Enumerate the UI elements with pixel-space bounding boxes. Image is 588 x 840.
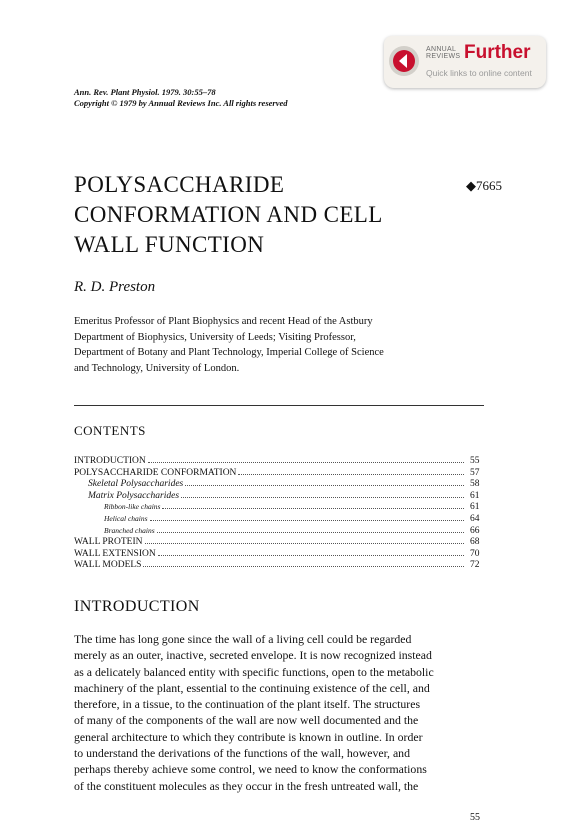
toc-entry[interactable] — [74, 468, 486, 480]
page-number: 55 — [470, 812, 480, 823]
toc-leader — [185, 484, 464, 486]
toc-page: 61 — [470, 490, 480, 501]
toc-label: Matrix Polysaccharides — [88, 490, 180, 501]
brand-line-1: ANNUAL — [426, 46, 457, 53]
toc-leader — [148, 461, 464, 463]
toc-page: 55 — [470, 456, 480, 466]
affiliation-line: Emeritus Professor of Plant Biophysics and recent Head of the Astbury — [74, 316, 373, 327]
toc-label: Branched chains — [104, 525, 155, 535]
toc-entry[interactable] — [74, 514, 486, 526]
toc-entry[interactable] — [74, 537, 486, 549]
toc-label: WALL MODELS — [74, 560, 142, 571]
toc-page: 57 — [470, 467, 480, 478]
toc-page: 58 — [470, 479, 480, 490]
body-line: merely as an outer, inactive, secreted envelope. It is now recognized instead — [74, 648, 432, 663]
toc-entry[interactable] — [74, 549, 486, 561]
journal-header — [74, 87, 288, 109]
toc-page: 61 — [470, 502, 480, 513]
annual-reviews-further-badge[interactable] — [384, 36, 546, 88]
introduction-heading: INTRODUCTION — [74, 598, 200, 615]
contents-heading: CONTENTS — [74, 423, 146, 438]
author-name: R. D. Preston — [74, 279, 156, 295]
toc-leader — [158, 554, 464, 556]
affiliation-line: Department of Biophysics, University of Leeds; Visiting Professor, — [74, 331, 356, 343]
body-line: The time has long gone since the wall of a living cell could be regarded — [74, 632, 412, 646]
author-affiliation — [74, 314, 474, 376]
body-line: as a delicately balanced entity with specific functions, open to the metabolic — [74, 664, 434, 679]
toc-leader — [181, 496, 464, 498]
divider — [74, 405, 484, 406]
title-line: CONFORMATION AND CELL — [74, 202, 383, 227]
toc-leader — [150, 519, 464, 521]
toc-page: 66 — [470, 525, 480, 536]
body-line: perhaps thereby achieve some control, we need to know the conformations — [74, 762, 427, 777]
badge-tagline[interactable]: Quick links to online content — [426, 68, 532, 78]
toc-entry[interactable] — [74, 479, 486, 491]
toc-entry[interactable] — [74, 502, 486, 514]
toc-leader — [145, 542, 464, 544]
article-title — [74, 170, 434, 260]
toc-entry[interactable] — [74, 560, 486, 572]
toc-label: Helical chains — [104, 513, 148, 523]
toc-entry[interactable] — [74, 456, 486, 468]
toc-leader — [162, 507, 464, 509]
toc-page: 70 — [470, 548, 480, 559]
toc-page: 64 — [470, 513, 480, 524]
body-line: of the constituent molecules as they occur in the fresh untreated wall, the — [74, 778, 419, 793]
toc-page: 68 — [470, 537, 480, 548]
affiliation-line: Department of Botany and Plant Technology, Imperial College of Science — [74, 347, 384, 358]
body-line: therefore, in a tissue, to the continuation of the plant itself. The structures — [74, 697, 421, 712]
toc-label: WALL EXTENSION — [74, 548, 156, 559]
toc-entry[interactable] — [74, 526, 486, 538]
journal-copyright: Copyright © 1979 by Annual Reviews Inc. All rights reserved — [74, 98, 288, 108]
body-line: of many of the components of the wall are now well documented and the — [74, 713, 419, 728]
affiliation-line: and Technology, University of London. — [74, 362, 240, 374]
body-line: machinery of the plant, essential to the continuing existence of the cell, and — [74, 680, 430, 695]
toc-leader — [238, 473, 464, 475]
toc-leader — [157, 531, 464, 533]
introduction-body — [74, 631, 488, 794]
body-line: to understand the derivations of the functions of the wall, however, and — [74, 746, 410, 761]
brand-name — [426, 46, 460, 60]
toc-entry[interactable] — [74, 491, 486, 503]
toc-label: INTRODUCTION — [74, 456, 146, 466]
toc-page: 72 — [470, 560, 480, 571]
journal-citation: Ann. Rev. Plant Physiol. 1979. 30:55–78 — [74, 87, 216, 97]
title-line: POLYSACCHARIDE — [74, 172, 285, 197]
toc-label: Skeletal Polysaccharides — [88, 479, 184, 490]
toc-label: POLYSACCHARIDE CONFORMATION — [74, 467, 237, 478]
toc-label: WALL PROTEIN — [74, 537, 143, 548]
brand-line-2: REVIEWS — [426, 53, 461, 60]
play-arrow-icon — [388, 45, 420, 77]
article-code: ◆7665 — [466, 178, 502, 193]
toc-label: Ribbon-like chains — [104, 502, 161, 512]
brand-further: Further — [464, 42, 531, 63]
table-of-contents — [74, 456, 486, 572]
toc-leader — [143, 565, 464, 567]
body-line: general architecture to which they contribute is known in outline. In order — [74, 729, 423, 744]
title-line: WALL FUNCTION — [74, 232, 265, 257]
